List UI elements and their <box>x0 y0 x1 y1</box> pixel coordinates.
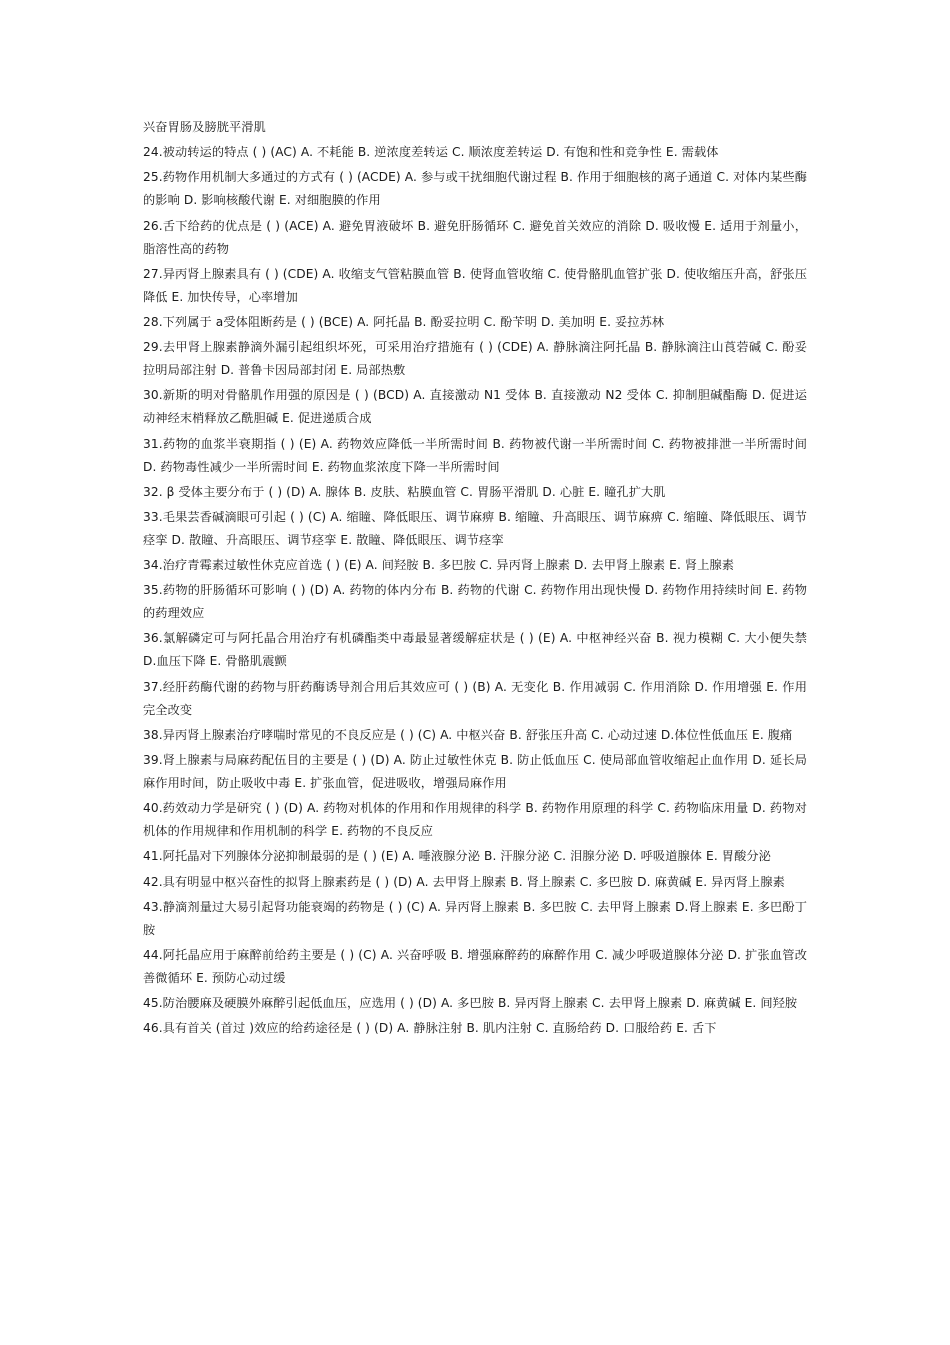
question-44: 44.阿托晶应用于麻醉前给药主要是 ( ) (C) A. 兴奋呼吸 B. 增强麻醉药的麻醉作用 C. 减少呼吸道腺体分泌 D. 扩张血管改善微循环 E. 预防心动过缓 <box>143 947 807 985</box>
question-45: 45.防治腰麻及硬膜外麻醉引起低血压，应选用 ( ) (D) A. 多巴胺 B. 异丙肾上腺素 C. 去甲肾上腺素 D. 麻黄碱 E. 间羟胺 <box>143 996 798 1011</box>
question-29: 29.去甲肾上腺素静滴外漏引起组织坏死，可采用治疗措施有 ( ) (CDE) A. 静脉滴注阿托晶 B. 静脉滴注山莨菪碱 C. 酚妥拉明局部注射 D. 普鲁卡因局部封闭 E. 局部热敷 <box>143 340 807 378</box>
question-28: 28.下列属于 a受体阻断药是 ( ) (BCE) A. 阿托晶 B. 酚妥拉明 C. 酚苄明 D. 美加明 E. 妥拉苏林 <box>143 314 665 329</box>
question-30: 30.新斯的明对骨骼肌作用强的原因是 ( ) (BCD) A. 直接激动 N1 受体 B. 直接激动 N2 受体 C. 抑制胆碱酯酶 D. 促进运动神经末梢释放乙酰胆碱 E. 促进递质合成 <box>143 388 807 426</box>
question-26: 26.舌下给药的优点是 ( ) (ACE) A. 避免胃液破坏 B. 避免肝肠循环 C. 避免首关效应的消除 D. 吸收慢 E. 适用于剂量小，脂溶性高的药物 <box>143 218 807 256</box>
question-43: 43.静滴剂量过大易引起肾功能衰竭的药物是 ( ) (C) A. 异丙肾上腺素 B. 多巴胺 C. 去甲肾上腺素 D.肾上腺素 E. 多巴酚丁胺 <box>143 899 807 937</box>
question-27: 27.异丙肾上腺素具有 ( ) (CDE) A. 收缩支气管粘膜血管 B. 使肾血管收缩 C. 使骨骼肌血管扩张 D. 使收缩压升高，舒张压降低 E. 加快传导，心率增加 <box>143 266 807 304</box>
document-page <box>143 116 807 1043</box>
question-38: 38.异丙肾上腺素治疗哮喘时常见的不良反应是 ( ) (C) A. 中枢兴奋 B. 舒张压升高 C. 心动过速 D.体位性低血压 E. 腹痛 <box>143 727 793 742</box>
question-42: 42.具有明显中枢兴奋性的拟肾上腺素药是 ( ) (D) A. 去甲肾上腺素 B. 肾上腺素 C. 多巴胺 D. 麻黄碱 E. 异丙肾上腺素 <box>143 874 785 889</box>
question-33: 33.毛果芸香碱滴眼可引起 ( ) (C) A. 缩瞳、降低眼压、调节麻痹 B. 缩瞳、升高眼压、调节麻痹 C. 缩瞳、降低眼压、调节痉挛 D. 散瞳、升高眼压、调节痉挛 E. 散瞳、降低眼压、调节痉挛 <box>143 509 807 547</box>
question-24: 24.被动转运的特点 ( ) (AC) A. 不耗能 B. 逆浓度差转运 C. 顺浓度差转运 D. 有饱和性和竞争性 E. 需载体 <box>143 145 719 160</box>
question-41: 41.阿托晶对下列腺体分泌抑制最弱的是 ( ) (E) A. 唾液腺分泌 B. 汗腺分泌 C. 泪腺分泌 D. 呼吸道腺体 E. 胃酸分泌 <box>143 849 771 864</box>
question-25: 25.药物作用机制大多通过的方式有 ( ) (ACDE) A. 参与或干扰细胞代谢过程 B. 作用于细胞核的离子通道 C. 对体内某些酶的影响 D. 影响核酸代谢 E. 对细胞膜的作用 <box>143 170 807 208</box>
question-34: 34.治疗青霉素过敏性休克应首选 ( ) (E) A. 间羟胺 B. 多巴胺 C. 异丙肾上腺素 D. 去甲肾上腺素 E. 肾上腺素 <box>143 558 735 573</box>
paragraph-continuation: 兴奋胃肠及膀胱平滑肌 <box>143 120 266 134</box>
question-36: 36.氯解磷定可与阿托晶合用治疗有机磷酯类中毒最显著缓解症状是 ( ) (E) A. 中枢神经兴奋 B. 视力模糊 C. 大小便失禁 D.血压下降 E. 骨骼肌震颤 <box>143 631 807 669</box>
question-32: 32. β 受体主要分布于 ( ) (D) A. 腺体 B. 皮肤、粘膜血管 C. 胃肠平滑肌 D. 心脏 E. 瞳孔扩大肌 <box>143 484 666 499</box>
question-35: 35.药物的肝肠循环可影响 ( ) (D) A. 药物的体内分布 B. 药物的代谢 C. 药物作用出现快慢 D. 药物作用持续时间 E. 药物的药理效应 <box>143 583 807 621</box>
question-40: 40.药效动力学是研究 ( ) (D) A. 药物对机体的作用和作用规律的科学 B. 药物作用原理的科学 C. 药物临床用量 D. 药物对机体的作用规律和作用机制的科学 E. 药物的不良反应 <box>143 801 807 839</box>
question-39: 39.肾上腺素与局麻药配伍目的主要是 ( ) (D) A. 防止过敏性休克 B. 防止低血压 C. 使局部血管收缩起止血作用 D. 延长局麻作用时间，防止吸收中毒 E. 扩张血管，促进吸收，增强局麻作用 <box>143 753 807 790</box>
question-37: 37.经肝药酶代谢的药物与肝药酶诱导剂合用后其效应可 ( ) (B) A. 无变化 B. 作用减弱 C. 作用消除 D. 作用增强 E. 作用完全改变 <box>143 679 807 717</box>
question-46: 46.具有首关 (首过 )效应的给药途径是 ( ) (D) A. 静脉注射 B. 肌内注射 C. 直肠给药 D. 口服给药 E. 舌下 <box>143 1021 717 1036</box>
question-31: 31.药物的血浆半衰期指 ( ) (E) A. 药物效应降低一半所需时间 B. 药物被代谢一半所需时间 C. 药物被排泄一半所需时间 D. 药物毒性减少一半所需时间 E. 药物血浆浓度下降一半所需时间 <box>143 436 807 474</box>
